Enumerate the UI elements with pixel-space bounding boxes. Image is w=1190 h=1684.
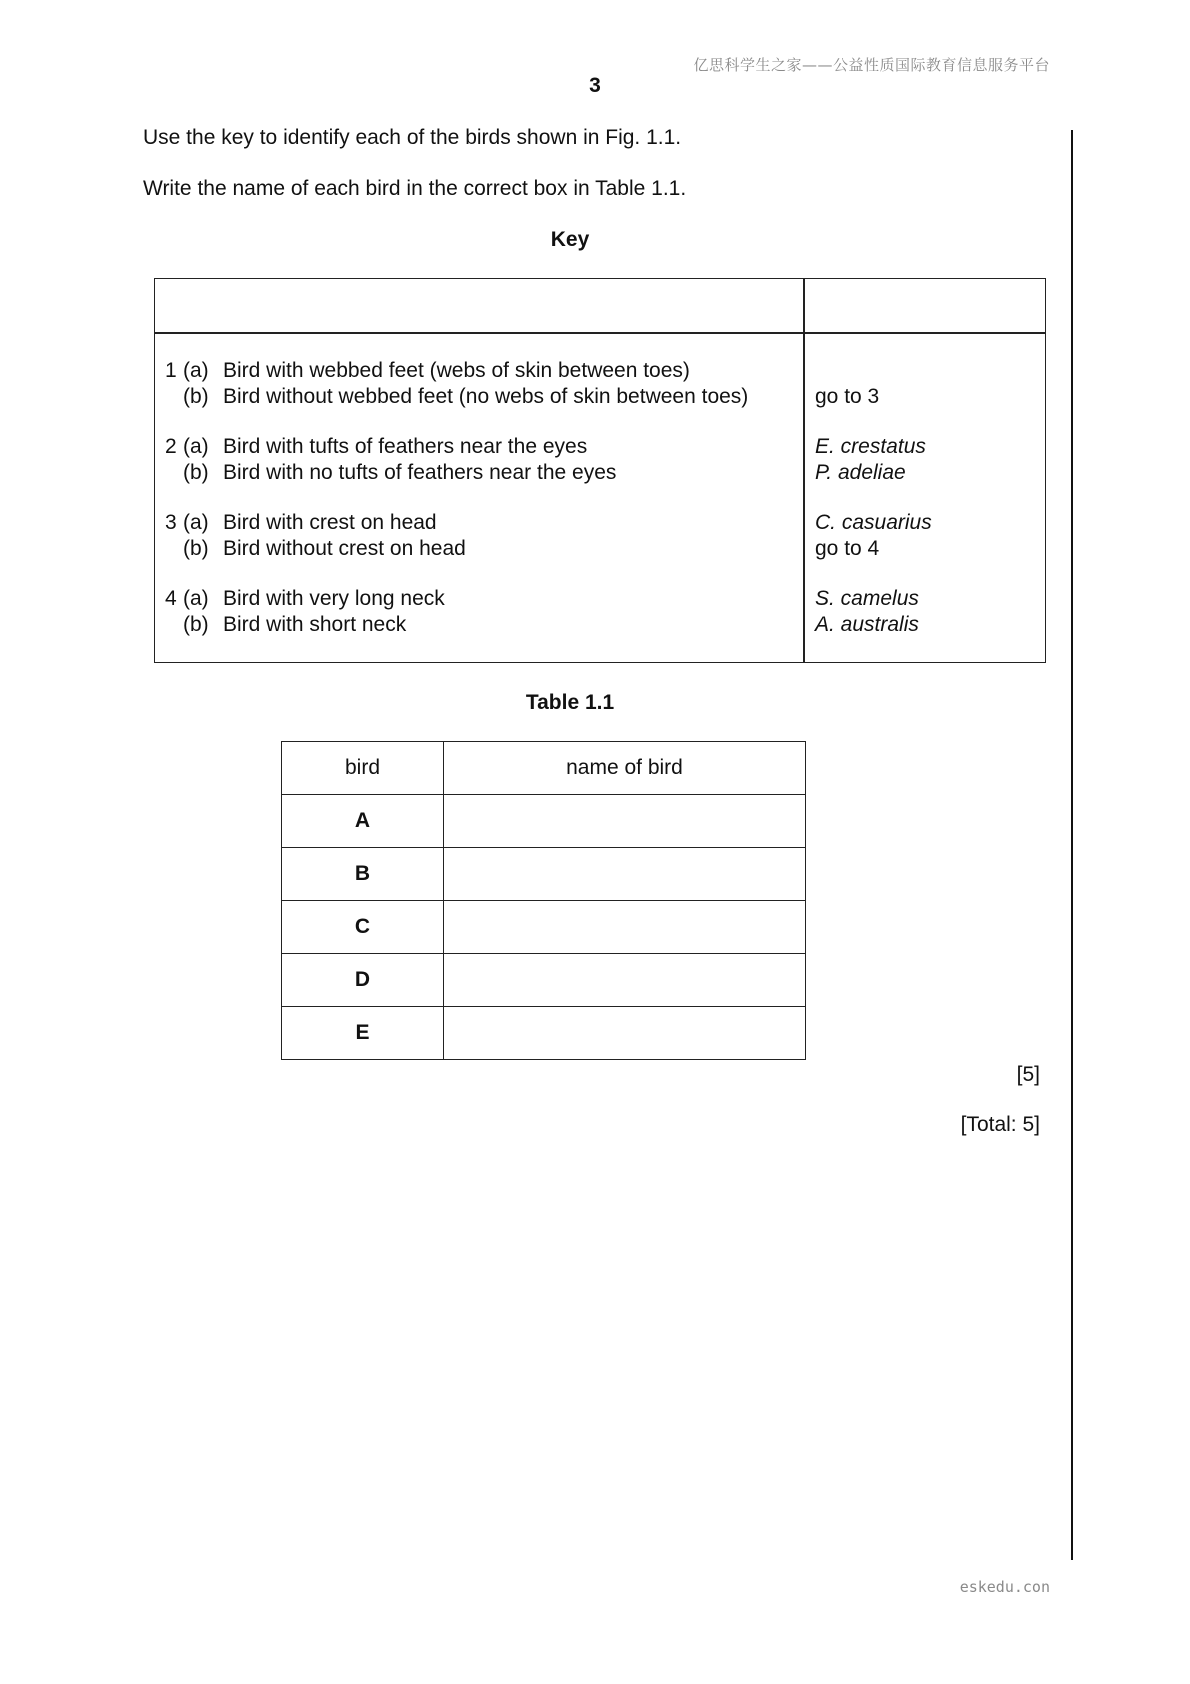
key-row-number: 2 bbox=[165, 435, 177, 458]
bird-letter: B bbox=[282, 848, 444, 901]
table-row bbox=[282, 1007, 806, 1060]
key-row-label: (a) bbox=[183, 511, 209, 534]
key-row-text: Bird with webbed feet (webs of skin between toes) bbox=[223, 359, 690, 382]
marks-label: [5] bbox=[1016, 1063, 1040, 1086]
key-row-text: Bird with very long neck bbox=[223, 587, 445, 610]
total-marks-label: [Total: 5] bbox=[960, 1113, 1040, 1136]
bird-letter: C bbox=[282, 901, 444, 954]
key-row-text: Bird with short neck bbox=[223, 613, 407, 636]
page-number: 3 bbox=[589, 74, 601, 97]
key-heading: Key bbox=[550, 228, 590, 251]
key-row-text: Bird with tufts of feathers near the eyes bbox=[223, 435, 588, 458]
instruction-1: Use the key to identify each of the birds shown in Fig. 1.1. bbox=[143, 126, 682, 149]
key-row-result: S. camelus bbox=[815, 587, 919, 610]
bird-name-answer-box[interactable] bbox=[444, 901, 806, 954]
bird-name-answer-box[interactable] bbox=[444, 1007, 806, 1060]
key-table bbox=[154, 278, 1046, 663]
key-row-text: Bird with no tufts of feathers near the eyes bbox=[223, 461, 617, 484]
key-row-result: go to 4 bbox=[815, 537, 880, 560]
table-header-row bbox=[282, 742, 806, 795]
column-header-name: name of bird bbox=[444, 742, 806, 795]
key-row-text: Bird without webbed feet (no webs of skin between toes) bbox=[223, 385, 749, 408]
key-header-divider bbox=[155, 332, 1045, 334]
key-row-text: Bird with crest on head bbox=[223, 511, 437, 534]
answer-table bbox=[281, 741, 806, 1060]
key-row-number: 4 bbox=[165, 587, 177, 610]
key-column-divider bbox=[803, 279, 805, 662]
key-row-result: E. crestatus bbox=[815, 435, 926, 458]
table-row bbox=[282, 901, 806, 954]
bird-name-answer-box[interactable] bbox=[444, 795, 806, 848]
table-row bbox=[282, 954, 806, 1007]
key-row-label: (b) bbox=[183, 613, 209, 636]
watermark-top: 亿思科学生之家——公益性质国际教育信息服务平台 bbox=[693, 56, 1050, 74]
table-row bbox=[282, 848, 806, 901]
key-row-label: (a) bbox=[183, 359, 209, 382]
table-caption: Table 1.1 bbox=[525, 691, 615, 714]
table-row bbox=[282, 795, 806, 848]
key-row-result: go to 3 bbox=[815, 385, 880, 408]
key-row-number: 1 bbox=[165, 359, 177, 382]
key-row-label: (b) bbox=[183, 385, 209, 408]
key-row-result: P. adeliae bbox=[815, 461, 906, 484]
watermark-bottom: eskedu.con bbox=[959, 1578, 1050, 1596]
instruction-2: Write the name of each bird in the correct box in Table 1.1. bbox=[143, 177, 687, 200]
key-row-result: A. australis bbox=[815, 613, 919, 636]
key-row-number: 3 bbox=[165, 511, 177, 534]
key-row-label: (a) bbox=[183, 435, 209, 458]
key-row-result: C. casuarius bbox=[815, 511, 932, 534]
bird-name-answer-box[interactable] bbox=[444, 848, 806, 901]
key-row-label: (a) bbox=[183, 587, 209, 610]
margin-rule bbox=[1071, 130, 1073, 1560]
bird-letter: D bbox=[282, 954, 444, 1007]
key-row-text: Bird without crest on head bbox=[223, 537, 466, 560]
bird-name-answer-box[interactable] bbox=[444, 954, 806, 1007]
bird-letter: E bbox=[282, 1007, 444, 1060]
key-row-label: (b) bbox=[183, 461, 209, 484]
key-row-label: (b) bbox=[183, 537, 209, 560]
column-header-bird: bird bbox=[282, 742, 444, 795]
bird-letter: A bbox=[282, 795, 444, 848]
